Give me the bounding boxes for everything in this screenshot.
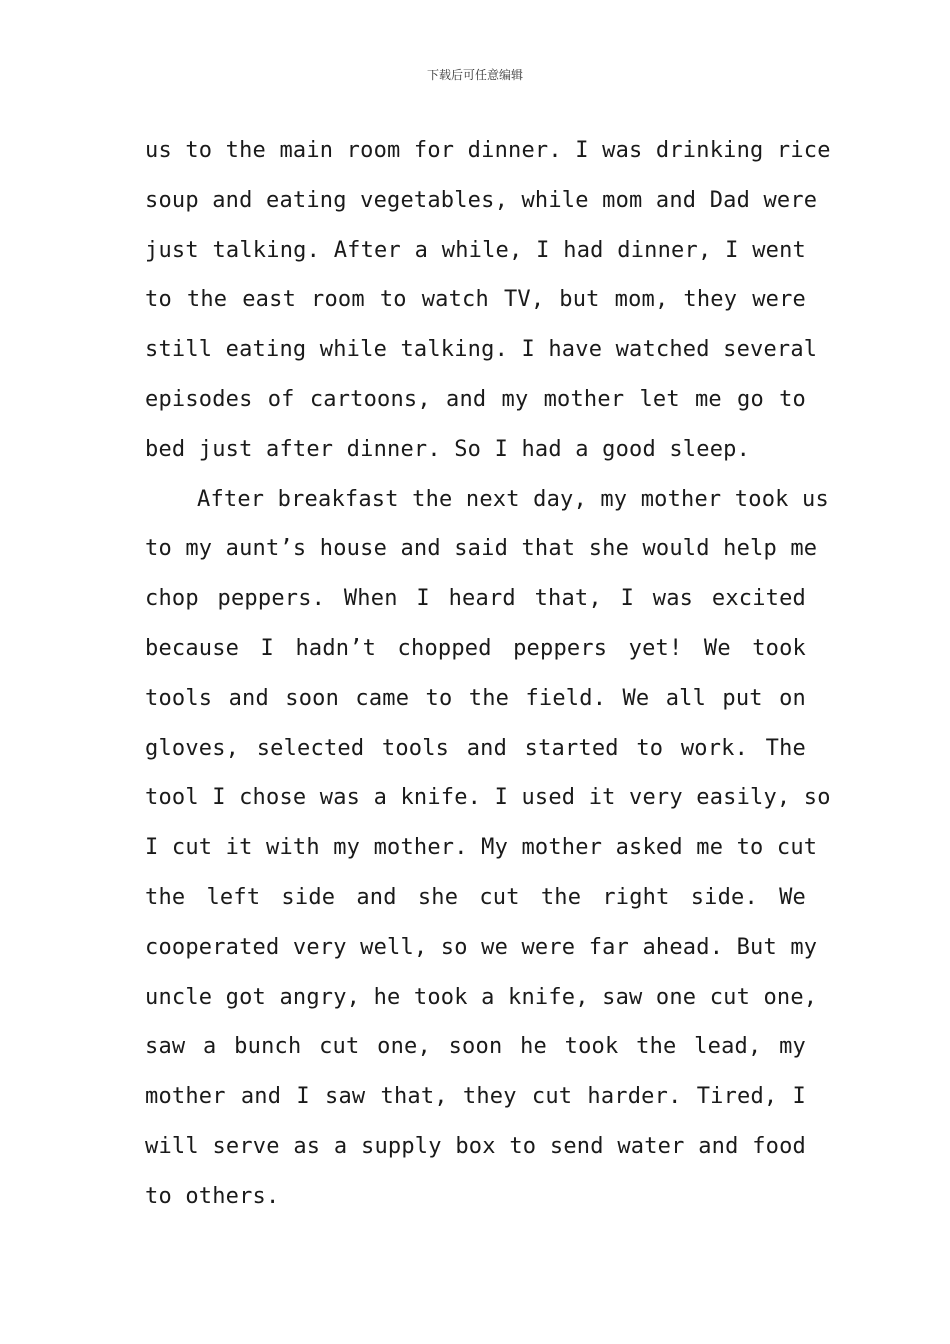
text-line: just talking. After a while, I had dinner, I went <box>145 237 806 263</box>
text-line: After breakfast the next day, my mother took us <box>197 486 829 512</box>
text-line: uncle got angry, he took a knife, saw one cut one, <box>145 984 818 1010</box>
text-line: bed just after dinner. So I had a good sleep. <box>145 436 751 462</box>
text-line: saw a bunch cut one, soon he took the lead, my <box>145 1034 806 1060</box>
text-line: to the east room to watch TV, but mom, they were <box>145 287 806 313</box>
text-line: gloves, selected tools and started to work. The <box>145 735 806 761</box>
text-line: the left side and she cut the right side. We <box>145 884 806 910</box>
text-line: chop peppers. When I heard that, I was excited <box>145 586 806 612</box>
text-line: because I hadn’t chopped peppers yet! We took <box>145 635 806 661</box>
text-line: to others. <box>145 1183 280 1209</box>
text-line: episodes of cartoons, and my mother let me go to <box>145 386 806 412</box>
page-header: 下载后可任意编辑 <box>426 68 523 82</box>
text-line: tools and soon came to the field. We all put on <box>145 685 806 711</box>
text-line: to my aunt’s house and said that she would help me <box>145 536 818 562</box>
text-line: I cut it with my mother. My mother asked me to cut <box>145 835 818 861</box>
text-line: cooperated very well, so we were far ahead. But my <box>145 934 818 960</box>
document-body <box>145 126 831 1222</box>
text-line: soup and eating vegetables, while mom and Dad were <box>145 187 818 213</box>
text-line: tool I chose was a knife. I used it very easily, so <box>145 785 831 811</box>
text-line: still eating while talking. I have watched several <box>145 337 818 363</box>
text-line: mother and I saw that, they cut harder. Tired, I <box>145 1084 806 1110</box>
text-line: us to the main room for dinner. I was drinking rice <box>145 138 831 163</box>
text-line: will serve as a supply box to send water and food <box>145 1133 806 1159</box>
